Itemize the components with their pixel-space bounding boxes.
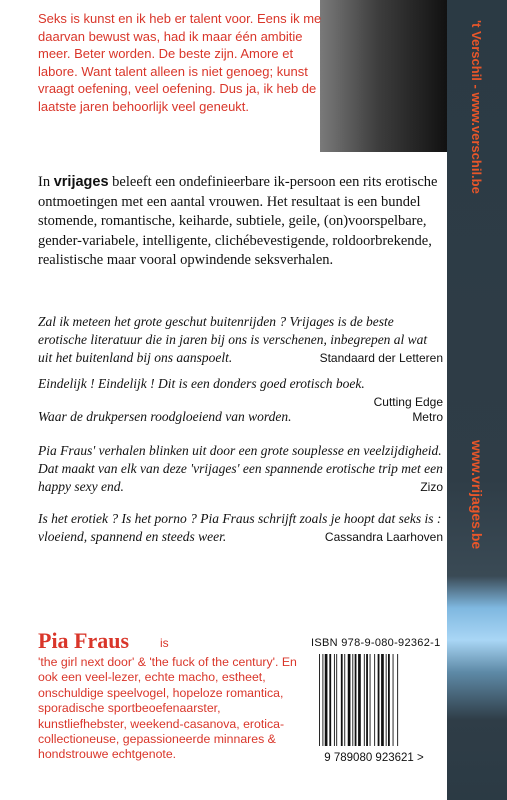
review-quote [38, 442, 443, 496]
quote-source: Standaard der Letteren [319, 351, 443, 365]
barcode-bar [322, 654, 323, 746]
blurb-prefix: In [38, 174, 54, 190]
barcode-bar [364, 654, 365, 746]
barcode-bar [325, 654, 328, 746]
quote-source: Zizo [420, 480, 443, 494]
barcode-bar [358, 654, 361, 746]
barcode-bar [370, 654, 371, 746]
quote-text: Is het erotiek ? Is het porno ? Pia Fraus schrijft zoals je hoopt dat seks is : vloeiend, spannend en steeds weer. [38, 511, 442, 544]
barcode [313, 652, 435, 764]
barcode-bar [341, 654, 343, 746]
barcode-bar [366, 654, 368, 746]
barcode-bar [336, 654, 337, 746]
author-name: Pia Fraus [38, 628, 130, 653]
blurb-rest: beleeft een ondefinieerbare ik-persoon een rits erotische ontmoetingen met een aantal vrouwen. Het resultaat is een bundel stomende, romantische, keiharde, subtiele, geile, (on)voorspelbare, gender-variabele, intelligente, clichébevestigende, roldoorbrekende, realistische maar vooral opwindende seksverhalen. [38, 174, 438, 268]
barcode-bar [388, 654, 390, 746]
author-bio: 'the girl next door' & 'the fuck of the century'. En ook een veel-lezer, echte macho, estheet, onschuldige speelvogel, hopeloze romantica, sporadische sportbeoefenaarster, kunstliefhebster, weekend-casanova, erotica-collectioneuse, gepassioneerde minnares & hondstrouwe echtgenote. [38, 655, 297, 762]
barcode-bar [319, 654, 320, 746]
quote-text: Zal ik meteen het grote geschut buitenrijden ? Vrijages is de beste erotische literatuur die in jaren bij ons is verschenen, inbegrepen al wat uit het buitenland bij ons aanspoelt. [38, 314, 428, 365]
review-quote [38, 375, 443, 411]
barcode-bar [329, 654, 331, 746]
cover-photo [320, 0, 447, 152]
intro-paragraph: Seks is kunst en ik heb er talent voor. Eens ik me daarvan bewust was, had ik maar één ambitie meer. Beter worden. De beste zijn. Amore et labore. Want talent alleen is niet genoeg; kunst vraagt oefening, veel oefening. Dus ja, ik heb de laatste jaren behoorlijk veel geneukt. [38, 11, 322, 114]
barcode-bar [381, 654, 384, 746]
barcode-bar [355, 654, 357, 746]
quote-source: Metro [412, 410, 443, 424]
barcode-digits: 9 789080 923621 > [324, 752, 424, 764]
author-is: is [160, 636, 169, 650]
spine-url-verschil: 't Verschil - www.verschil.be [469, 20, 484, 194]
barcode-bar [386, 654, 387, 746]
barcode-bar [378, 654, 380, 746]
barcode-bar [352, 654, 353, 746]
barcode-bar [334, 654, 335, 746]
book-blurb [38, 173, 443, 271]
quote-source: Cassandra Laarhoven [324, 530, 443, 544]
review-quote [38, 313, 443, 367]
quote-text: Pia Fraus' verhalen blinken uit door een grote souplesse en veelzijdigheid. Dat maakt van elk van deze 'vrijages' een spannende erotische trip met een happy sexy end. [38, 443, 443, 494]
barcode-bar [344, 654, 345, 746]
review-quote [38, 510, 443, 546]
review-quote [38, 408, 443, 426]
barcode-bar [374, 654, 375, 746]
barcode-bar [397, 654, 398, 746]
quote-source: Cutting Edge [373, 395, 443, 409]
quote-text: Waar de drukpersen roodgloeiend van worden. [38, 409, 292, 424]
quote-text: Eindelijk ! Eindelijk ! Dit is een donders goed erotisch boek. [38, 376, 365, 391]
barcode-bar [348, 654, 351, 746]
blurb-title-word: vrijages [53, 174, 109, 190]
barcode-bar [393, 654, 394, 746]
spine-url-vrijages: www.vrijages.be [469, 440, 485, 550]
isbn-label: ISBN 978-9-080-92362-1 [311, 637, 441, 649]
barcode-bars [319, 654, 398, 746]
